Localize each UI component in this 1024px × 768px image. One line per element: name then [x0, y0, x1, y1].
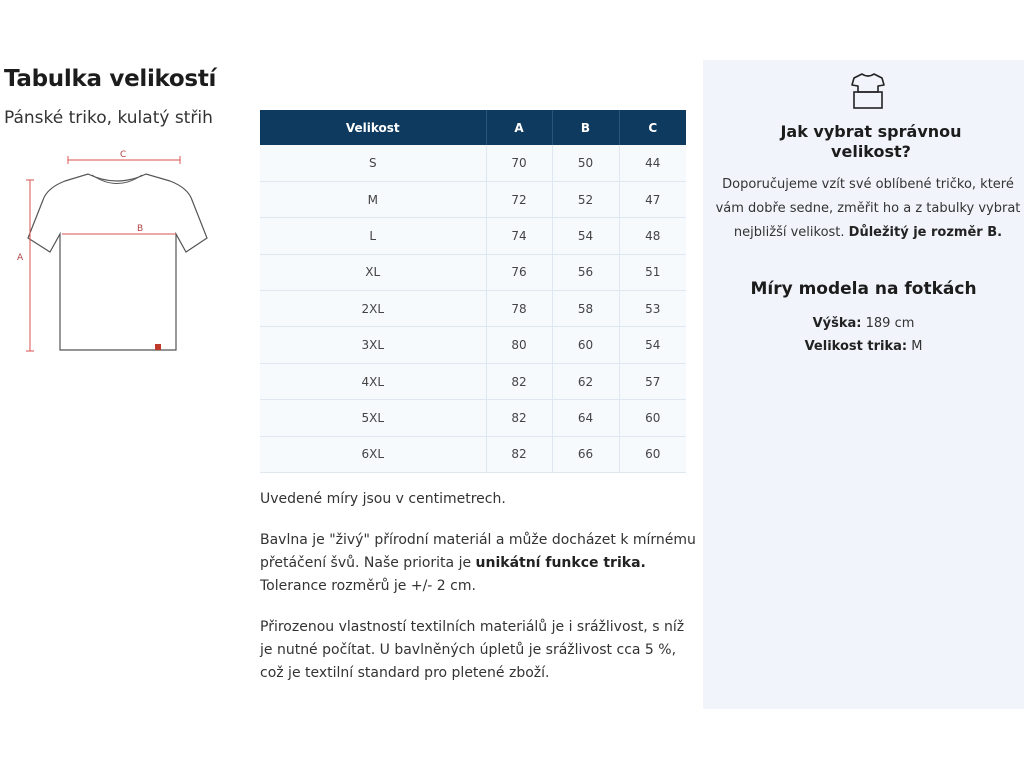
- cell-size: 4XL: [260, 363, 486, 399]
- model-measurements-title: Míry modela na fotkách: [750, 279, 977, 299]
- model-specs: [703, 312, 1024, 358]
- cell-c: 51: [619, 254, 686, 290]
- cell-size: 2XL: [260, 291, 486, 327]
- cell-b: 62: [552, 363, 619, 399]
- notes-section: [260, 488, 700, 703]
- cell-c: 57: [619, 363, 686, 399]
- cell-a: 82: [486, 400, 552, 436]
- cell-a: 82: [486, 363, 552, 399]
- note-units: Uvedené míry jsou v centimetrech.: [260, 491, 506, 507]
- cell-a: 78: [486, 291, 552, 327]
- tshirt-outline-icon: [28, 174, 207, 350]
- table-row: [260, 400, 686, 436]
- panel-advice-text: Doporučujeme vzít své oblíbené tričko, které vám dobře sedne, změřit ho a z tabulky vybrat nejbližší velikost. Důležitý je rozměr B.: [715, 177, 1021, 240]
- cell-size: 5XL: [260, 400, 486, 436]
- cell-c: 60: [619, 400, 686, 436]
- header-b: B: [552, 110, 619, 145]
- cell-b: 50: [552, 145, 619, 181]
- table-row: [260, 291, 686, 327]
- table-row: [260, 145, 686, 181]
- size-advice-panel: [703, 60, 1024, 709]
- tshirt-measurement-diagram: [10, 144, 225, 364]
- cell-a: 74: [486, 218, 552, 254]
- table-row: [260, 436, 686, 472]
- table-header-row: [260, 110, 686, 145]
- cell-b: 56: [552, 254, 619, 290]
- cell-size: XL: [260, 254, 486, 290]
- label-a: A: [17, 253, 24, 263]
- header-velikost: Velikost: [260, 110, 486, 145]
- header-c: C: [619, 110, 686, 145]
- note-cotton: Bavlna je "živý" přírodní materiál a může docházet k mírnému přetáčení švů. Naše priorita je unikátní funkce trika. Tolerance rozměrů je +/- 2 cm.: [260, 532, 696, 594]
- label-b: B: [137, 224, 144, 234]
- cell-a: 80: [486, 327, 552, 363]
- cell-c: 53: [619, 291, 686, 327]
- size-table: [260, 110, 686, 473]
- note-cotton-highlight: unikátní funkce trika.: [475, 555, 646, 571]
- page-title: Tabulka velikostí: [4, 66, 217, 92]
- tshirt-box-icon: [851, 72, 885, 110]
- note-shrinkage: Přirozenou vlastností textilních materiálů je i srážlivost, s níž je nutné počítat. U bavlněných úpletů je srážlivost cca 5 %, což je textilní standard pro pletené zboží.: [260, 619, 685, 681]
- cell-size: L: [260, 218, 486, 254]
- cell-size: 6XL: [260, 436, 486, 472]
- cell-c: 54: [619, 327, 686, 363]
- label-c: C: [120, 150, 127, 160]
- page-subtitle: Pánské triko, kulatý střih: [4, 108, 213, 128]
- table-row: [260, 327, 686, 363]
- table-row: [260, 181, 686, 217]
- table-row: [260, 218, 686, 254]
- cell-b: 60: [552, 327, 619, 363]
- cell-c: 48: [619, 218, 686, 254]
- cell-c: 47: [619, 181, 686, 217]
- cell-a: 82: [486, 436, 552, 472]
- cell-b: 58: [552, 291, 619, 327]
- panel-advice-highlight: Důležitý je rozměr B.: [848, 225, 1003, 240]
- cell-b: 54: [552, 218, 619, 254]
- cell-b: 66: [552, 436, 619, 472]
- cell-c: 60: [619, 436, 686, 472]
- table-row: [260, 254, 686, 290]
- cell-a: 70: [486, 145, 552, 181]
- cell-a: 72: [486, 181, 552, 217]
- cell-c: 44: [619, 145, 686, 181]
- model-size: Velikost trika: M: [804, 339, 923, 354]
- cell-b: 64: [552, 400, 619, 436]
- panel-title: Jak vybrat správnou velikost?: [780, 122, 962, 161]
- cell-size: M: [260, 181, 486, 217]
- cell-size: 3XL: [260, 327, 486, 363]
- cell-b: 52: [552, 181, 619, 217]
- cell-size: S: [260, 145, 486, 181]
- cell-a: 76: [486, 254, 552, 290]
- table-row: [260, 363, 686, 399]
- label-tag: [155, 344, 161, 350]
- header-a: A: [486, 110, 552, 145]
- model-height: Výška: 189 cm: [812, 316, 915, 331]
